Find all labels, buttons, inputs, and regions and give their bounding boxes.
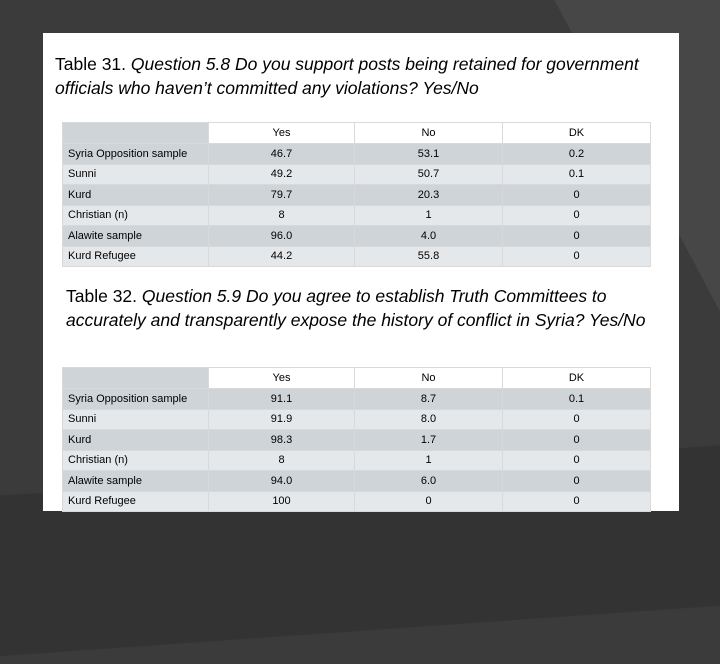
cell-no: 53.1 (355, 144, 503, 165)
row-label: Kurd (63, 430, 209, 451)
cell-no: 55.8 (355, 246, 503, 267)
cell-no: 1.7 (355, 430, 503, 451)
table-31-question: Question 5.8 Do you support posts being retained for government officials who haven’t committed any violations? Yes/No (55, 54, 639, 98)
header-no: No (355, 123, 503, 144)
table-row (63, 471, 651, 492)
cell-no: 20.3 (355, 185, 503, 206)
row-label: Syria Opposition sample (63, 389, 209, 410)
cell-dk: 0.1 (503, 164, 651, 185)
table-row (63, 450, 651, 471)
header-no: No (355, 368, 503, 389)
cell-no: 8.0 (355, 409, 503, 430)
cell-dk: 0 (503, 246, 651, 267)
cell-dk: 0.1 (503, 389, 651, 410)
table-row (63, 246, 651, 267)
cell-yes: 79.7 (209, 185, 355, 206)
cell-yes: 96.0 (209, 226, 355, 247)
row-label: Alawite sample (63, 226, 209, 247)
table-row (63, 164, 651, 185)
table-32-question: Question 5.9 Do you agree to establish Truth Committees to accurately and transparently expose the history of conflict in Syria? Yes/No (66, 286, 646, 330)
header-blank-cell (63, 368, 209, 389)
header-blank-cell (63, 123, 209, 144)
table-32 (62, 367, 651, 512)
row-label: Sunni (63, 409, 209, 430)
table-row (63, 226, 651, 247)
cell-dk: 0.2 (503, 144, 651, 165)
cell-dk: 0 (503, 409, 651, 430)
table-32-number: Table 32. (66, 286, 142, 306)
table-32-title (66, 284, 666, 332)
cell-no: 0 (355, 491, 503, 512)
header-dk: DK (503, 368, 651, 389)
cell-yes: 91.9 (209, 409, 355, 430)
cell-dk: 0 (503, 491, 651, 512)
cell-yes: 46.7 (209, 144, 355, 165)
cell-yes: 100 (209, 491, 355, 512)
row-label: Christian (n) (63, 450, 209, 471)
cell-yes: 8 (209, 205, 355, 226)
cell-dk: 0 (503, 185, 651, 206)
row-label: Kurd Refugee (63, 491, 209, 512)
cell-dk: 0 (503, 450, 651, 471)
cell-dk: 0 (503, 471, 651, 492)
table-31-title (55, 52, 670, 100)
row-label: Syria Opposition sample (63, 144, 209, 165)
cell-no: 4.0 (355, 226, 503, 247)
row-label: Sunni (63, 164, 209, 185)
row-label: Kurd Refugee (63, 246, 209, 267)
row-label: Alawite sample (63, 471, 209, 492)
row-label: Kurd (63, 185, 209, 206)
table-31 (62, 122, 651, 267)
cell-no: 1 (355, 205, 503, 226)
table-row (63, 205, 651, 226)
table-row (63, 491, 651, 512)
table-row (63, 430, 651, 451)
row-label: Christian (n) (63, 205, 209, 226)
table-31-number: Table 31. (55, 54, 131, 74)
header-dk: DK (503, 123, 651, 144)
table-row (63, 389, 651, 410)
cell-no: 6.0 (355, 471, 503, 492)
cell-no: 50.7 (355, 164, 503, 185)
cell-no: 8.7 (355, 389, 503, 410)
header-yes: Yes (209, 368, 355, 389)
cell-yes: 8 (209, 450, 355, 471)
table-row (63, 144, 651, 165)
table-header-row (63, 368, 651, 389)
cell-dk: 0 (503, 430, 651, 451)
cell-dk: 0 (503, 205, 651, 226)
table-header-row (63, 123, 651, 144)
cell-dk: 0 (503, 226, 651, 247)
cell-yes: 44.2 (209, 246, 355, 267)
cell-yes: 94.0 (209, 471, 355, 492)
table-row (63, 409, 651, 430)
cell-yes: 49.2 (209, 164, 355, 185)
cell-yes: 91.1 (209, 389, 355, 410)
slide (43, 33, 679, 511)
table-row (63, 185, 651, 206)
header-yes: Yes (209, 123, 355, 144)
cell-no: 1 (355, 450, 503, 471)
cell-yes: 98.3 (209, 430, 355, 451)
